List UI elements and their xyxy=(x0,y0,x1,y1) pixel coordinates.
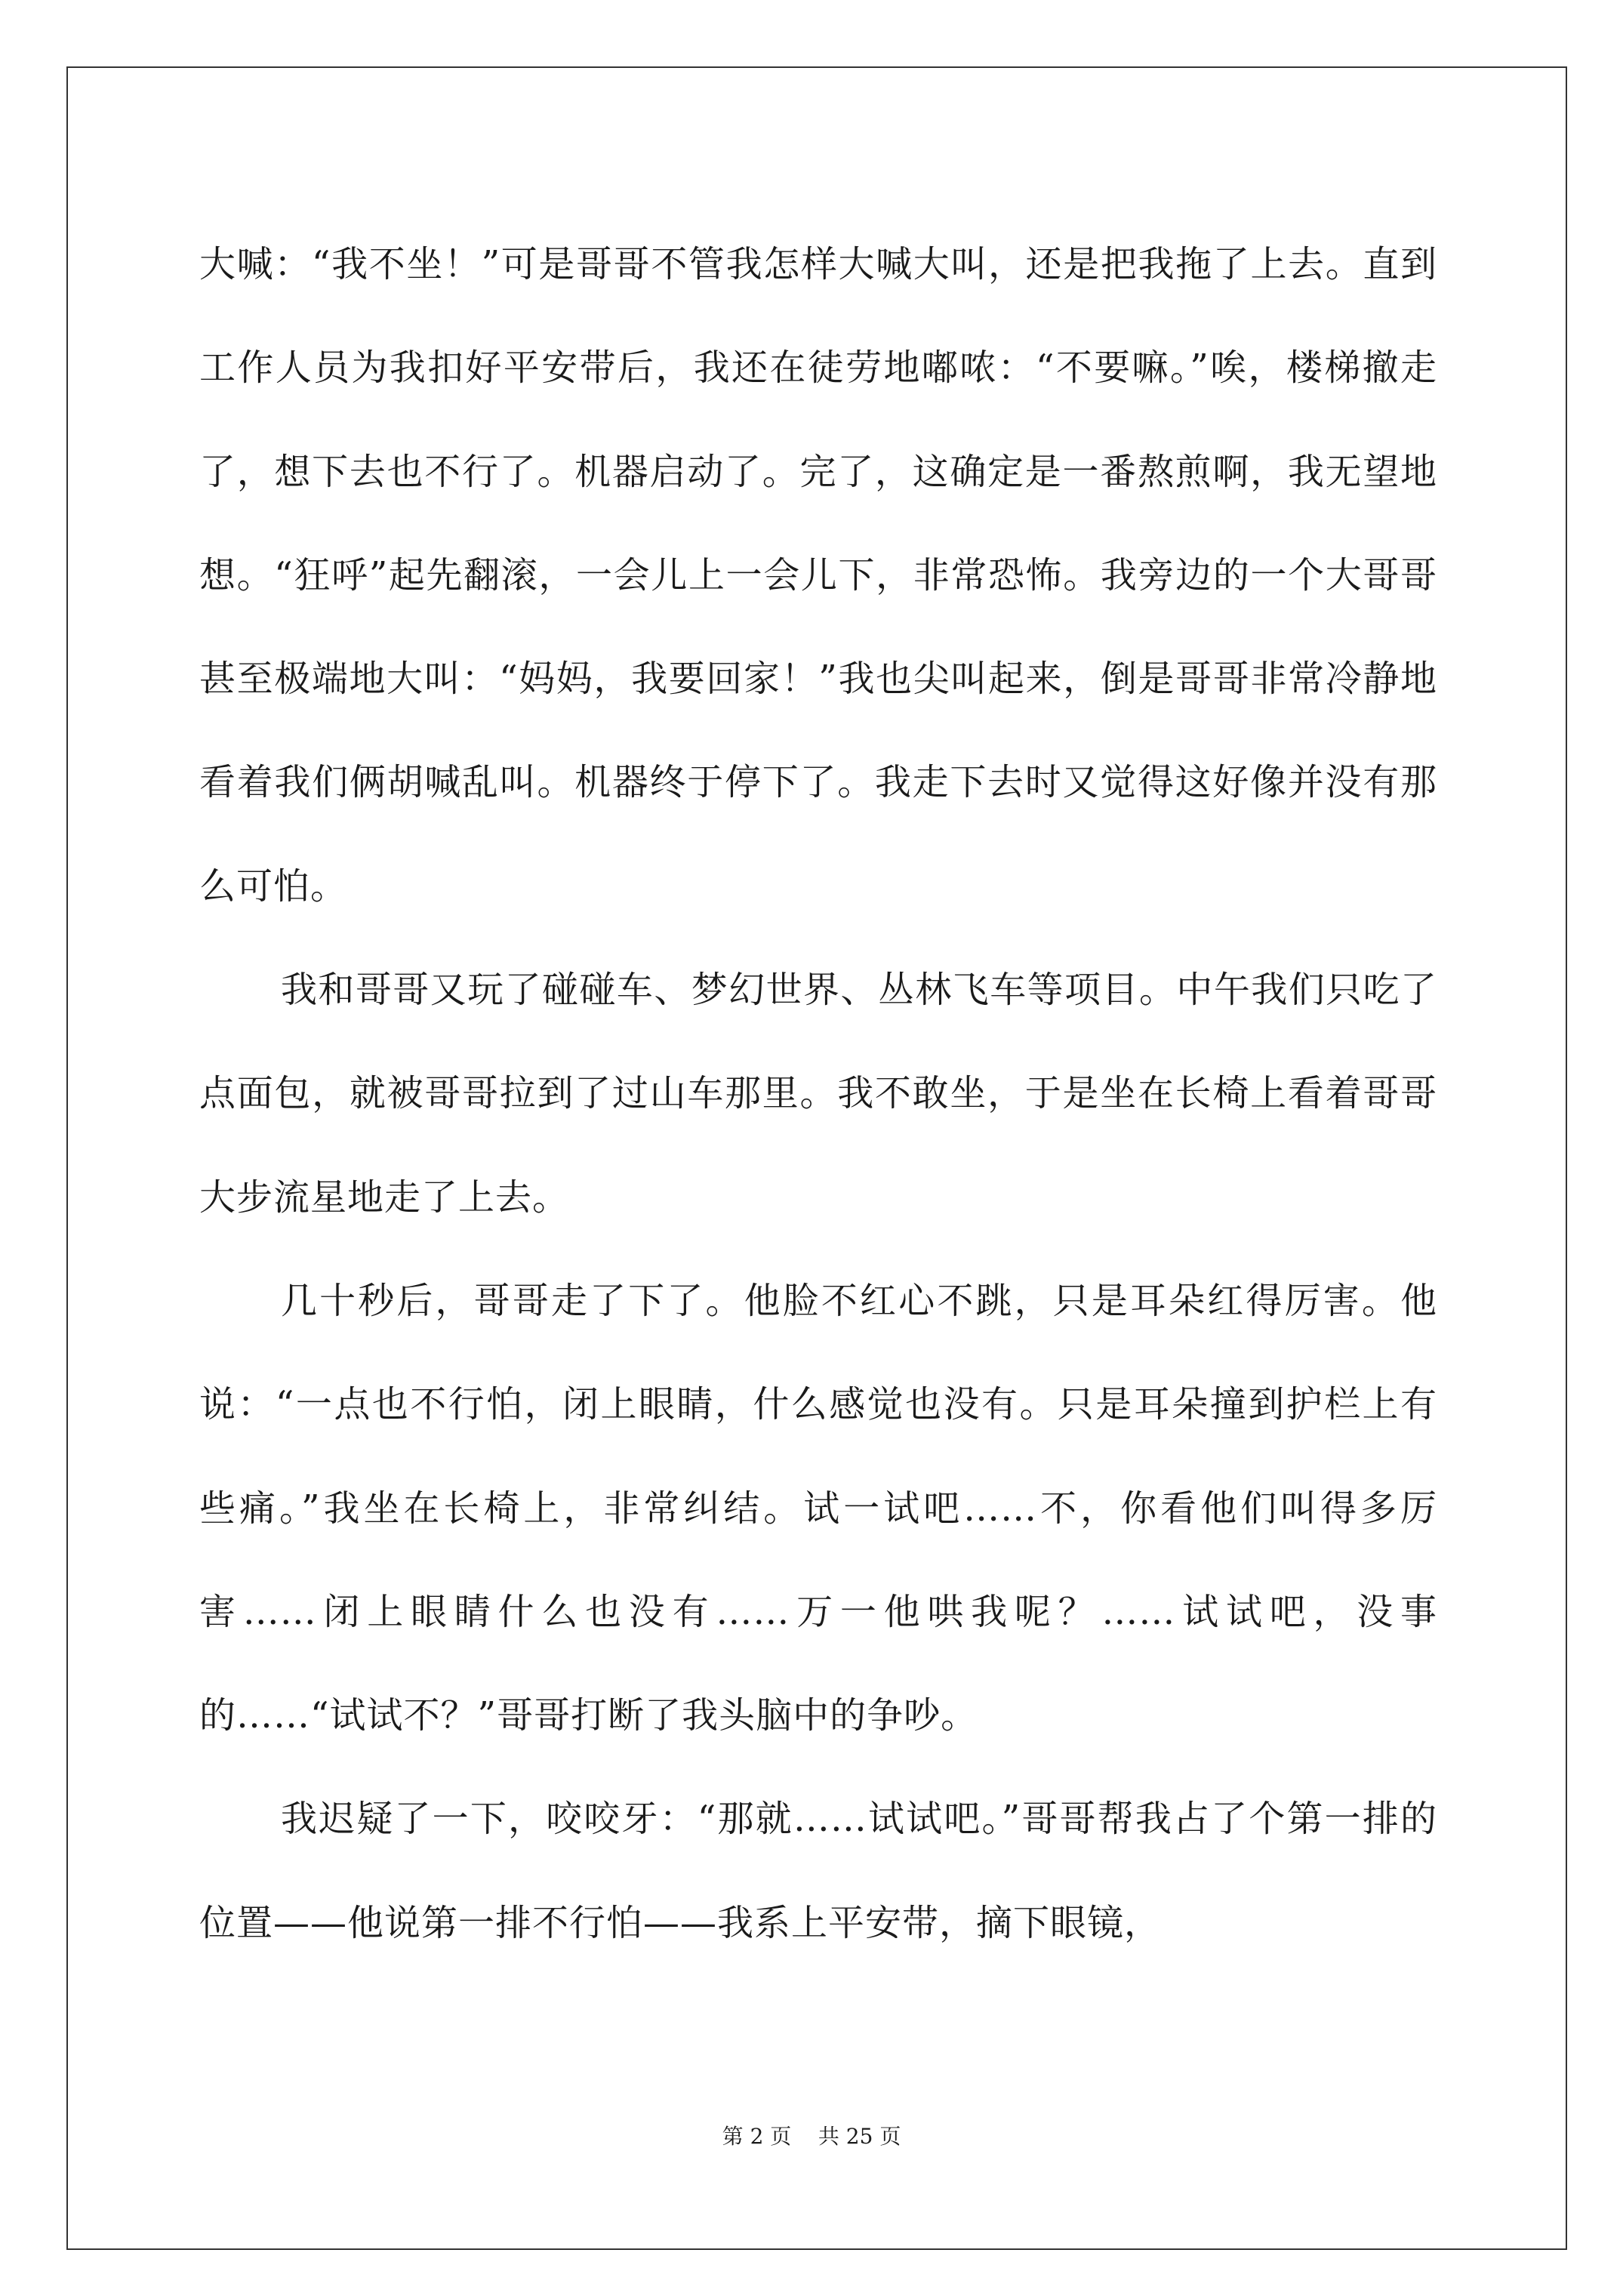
document-body xyxy=(199,213,1437,1975)
paragraph-1: 大喊：“我不坐！”可是哥哥不管我怎样大喊大叫，还是把我拖了上去。直到工作人员为我扣好平安带后，我还在徒劳地嘟哝：“不要嘛。”唉，楼梯撤走了，想下去也不行了。机器启动了。完了，这确定是一番熬煎啊，我无望地想。“狂呼”起先翻滚，一会儿上一会儿下，非常恐怖。我旁边的一个大哥哥甚至极端地大叫：“妈妈，我要回家！”我也尖叫起来，倒是哥哥非常冷静地看着我们俩胡喊乱叫。机器终于停下了。我走下去时又觉得这好像并没有那么可怕。 xyxy=(199,243,1437,908)
paragraph-4: 我迟疑了一下，咬咬牙：“那就……试试吧。”哥哥帮我占了个第一排的位置——他说第一排不行怕——我系上平安带，摘下眼镜， xyxy=(199,1798,1437,1944)
paragraph-3: 几十秒后，哥哥走了下了。他脸不红心不跳，只是耳朵红得厉害。他说：“一点也不行怕，闭上眼睛，什么感觉也没有。只是耳朵撞到护栏上有些痛。”我坐在长椅上，非常纠结。试一试吧……不，你看他们叫得多厉害……闭上眼睛什么也没有……万一他哄我呢？……试试吧，没事的……“试试不？”哥哥打断了我头脑中的争吵。 xyxy=(199,1279,1437,1737)
paragraph-2: 我和哥哥又玩了碰碰车、梦幻世界、丛林飞车等项目。中午我们只吃了点面包，就被哥哥拉到了过山车那里。我不敢坐，于是坐在长椅上看着哥哥大步流星地走了上去。 xyxy=(199,969,1437,1219)
page-number-footer: 第 2 页 共 25 页 xyxy=(722,2124,901,2149)
